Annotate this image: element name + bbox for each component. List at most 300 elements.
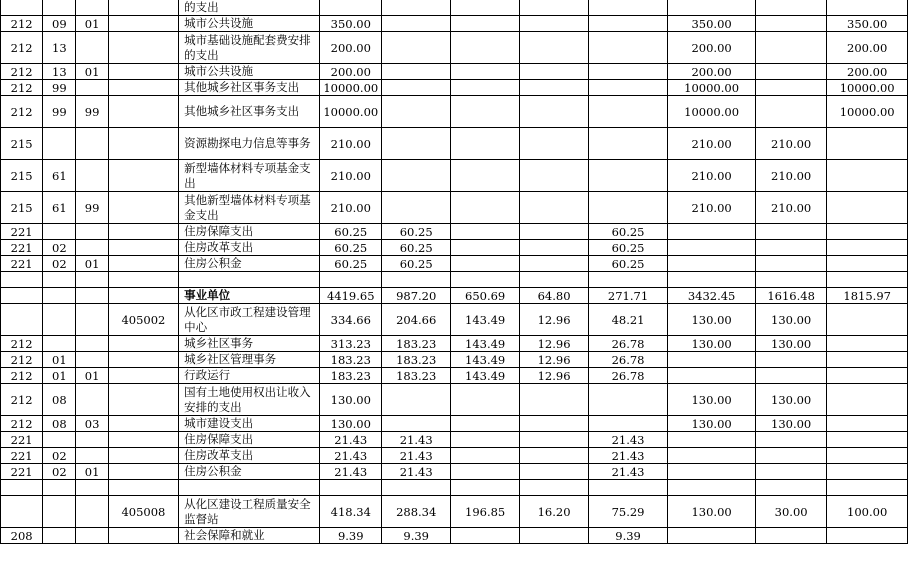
subject-name-cell: 住房保障支出 [179, 224, 320, 240]
total-cell [320, 480, 382, 496]
public-expense-cell [520, 448, 588, 464]
basic-total-cell: 183.23 [382, 336, 450, 352]
other-basic-cell: 26.78 [588, 336, 668, 352]
unit-code-cell [108, 240, 178, 256]
table-row [1, 336, 908, 352]
unit-code-cell [108, 256, 178, 272]
table-row [1, 432, 908, 448]
personnel-cell [450, 0, 519, 16]
total-cell: 60.25 [320, 256, 382, 272]
table-row [1, 304, 908, 336]
total-cell: 350.00 [320, 16, 382, 32]
item-code-cell [76, 0, 108, 16]
project-b-cell [827, 224, 908, 240]
total-cell: 21.43 [320, 448, 382, 464]
section-code-cell [43, 432, 76, 448]
other-basic-cell [588, 480, 668, 496]
project-a-cell [755, 256, 826, 272]
basic-total-cell [382, 384, 450, 416]
project-total-cell: 350.00 [668, 16, 756, 32]
subject-name-cell [179, 480, 320, 496]
basic-total-cell [382, 32, 450, 64]
total-cell: 130.00 [320, 416, 382, 432]
class-code-cell: 212 [1, 416, 43, 432]
subject-name-cell: 住房公积金 [179, 464, 320, 480]
basic-total-cell: 60.25 [382, 224, 450, 240]
project-b-cell: 200.00 [827, 64, 908, 80]
project-b-cell [827, 480, 908, 496]
personnel-cell [450, 480, 519, 496]
subject-name-cell: 其他城乡社区事务支出 [179, 96, 320, 128]
subject-name-cell: 住房改革支出 [179, 240, 320, 256]
table-row [1, 16, 908, 32]
basic-total-cell [382, 272, 450, 288]
section-code-cell: 01 [43, 368, 76, 384]
table-row [1, 528, 908, 544]
item-code-cell [76, 224, 108, 240]
section-code-cell: 99 [43, 80, 76, 96]
class-code-cell: 212 [1, 64, 43, 80]
unit-code-cell [108, 352, 178, 368]
project-total-cell: 130.00 [668, 496, 756, 528]
other-basic-cell [588, 96, 668, 128]
project-a-cell: 30.00 [755, 496, 826, 528]
total-cell: 60.25 [320, 224, 382, 240]
personnel-cell [450, 160, 519, 192]
other-basic-cell: 9.39 [588, 528, 668, 544]
other-basic-cell [588, 416, 668, 432]
subject-name-cell: 的支出 [179, 0, 320, 16]
section-code-cell [43, 480, 76, 496]
class-code-cell [1, 288, 43, 304]
other-basic-cell [588, 272, 668, 288]
class-code-cell: 221 [1, 448, 43, 464]
public-expense-cell [520, 80, 588, 96]
class-code-cell: 212 [1, 16, 43, 32]
subject-name-cell: 从化区建设工程质量安全监督站 [179, 496, 320, 528]
table-row [1, 416, 908, 432]
public-expense-cell: 12.96 [520, 336, 588, 352]
table-row [1, 352, 908, 368]
item-code-cell [76, 496, 108, 528]
table-row [1, 192, 908, 224]
total-cell [320, 272, 382, 288]
section-code-cell: 13 [43, 32, 76, 64]
class-code-cell: 212 [1, 32, 43, 64]
subject-name-cell: 其他城乡社区事务支出 [179, 80, 320, 96]
other-basic-cell [588, 64, 668, 80]
total-cell: 183.23 [320, 368, 382, 384]
project-a-cell [755, 64, 826, 80]
project-total-cell [668, 0, 756, 16]
personnel-cell [450, 224, 519, 240]
public-expense-cell [520, 464, 588, 480]
class-code-cell: 215 [1, 192, 43, 224]
personnel-cell [450, 448, 519, 464]
personnel-cell [450, 272, 519, 288]
section-code-cell: 02 [43, 240, 76, 256]
project-b-cell: 100.00 [827, 496, 908, 528]
item-code-cell [76, 288, 108, 304]
project-total-cell: 200.00 [668, 32, 756, 64]
section-code-cell [43, 496, 76, 528]
project-a-cell [755, 32, 826, 64]
subject-name-cell: 新型墙体材料专项基金支出 [179, 160, 320, 192]
project-total-cell: 210.00 [668, 160, 756, 192]
basic-total-cell: 21.43 [382, 464, 450, 480]
project-b-cell [827, 464, 908, 480]
other-basic-cell [588, 80, 668, 96]
project-b-cell [827, 336, 908, 352]
personnel-cell [450, 528, 519, 544]
other-basic-cell: 60.25 [588, 224, 668, 240]
project-b-cell [827, 0, 908, 16]
item-code-cell: 01 [76, 368, 108, 384]
item-code-cell: 03 [76, 416, 108, 432]
project-total-cell [668, 480, 756, 496]
subject-name-cell: 其他新型墙体材料专项基金支出 [179, 192, 320, 224]
project-a-cell: 130.00 [755, 384, 826, 416]
project-b-cell [827, 528, 908, 544]
unit-code-cell [108, 64, 178, 80]
project-b-cell [827, 240, 908, 256]
public-expense-cell [520, 128, 588, 160]
project-total-cell: 210.00 [668, 192, 756, 224]
basic-total-cell [382, 16, 450, 32]
subject-name-cell: 城乡社区管理事务 [179, 352, 320, 368]
other-basic-cell [588, 192, 668, 224]
subject-name-cell [179, 272, 320, 288]
project-b-cell [827, 352, 908, 368]
basic-total-cell [382, 160, 450, 192]
project-a-cell [755, 16, 826, 32]
project-b-cell: 200.00 [827, 32, 908, 64]
total-cell: 183.23 [320, 352, 382, 368]
other-basic-cell: 21.43 [588, 432, 668, 448]
project-b-cell [827, 448, 908, 464]
project-total-cell [668, 528, 756, 544]
class-code-cell: 221 [1, 464, 43, 480]
item-code-cell [76, 480, 108, 496]
class-code-cell: 221 [1, 224, 43, 240]
item-code-cell [76, 240, 108, 256]
unit-code-cell [108, 368, 178, 384]
subject-name-cell: 行政运行 [179, 368, 320, 384]
table-row [1, 240, 908, 256]
item-code-cell [76, 528, 108, 544]
project-a-cell [755, 80, 826, 96]
personnel-cell [450, 64, 519, 80]
project-total-cell: 130.00 [668, 304, 756, 336]
project-total-cell [668, 272, 756, 288]
other-basic-cell [588, 128, 668, 160]
personnel-cell [450, 464, 519, 480]
personnel-cell [450, 96, 519, 128]
total-cell: 200.00 [320, 64, 382, 80]
project-a-cell: 130.00 [755, 416, 826, 432]
item-code-cell [76, 352, 108, 368]
project-total-cell: 130.00 [668, 336, 756, 352]
section-code-cell: 02 [43, 256, 76, 272]
personnel-cell: 143.49 [450, 352, 519, 368]
other-basic-cell: 26.78 [588, 368, 668, 384]
project-total-cell: 130.00 [668, 416, 756, 432]
project-a-cell [755, 528, 826, 544]
class-code-cell: 212 [1, 368, 43, 384]
project-b-cell: 10000.00 [827, 80, 908, 96]
section-code-cell: 09 [43, 16, 76, 32]
table-row [1, 448, 908, 464]
project-total-cell: 3432.45 [668, 288, 756, 304]
class-code-cell [1, 0, 43, 16]
table-row [1, 464, 908, 480]
table-row [1, 32, 908, 64]
total-cell: 4419.65 [320, 288, 382, 304]
class-code-cell: 208 [1, 528, 43, 544]
section-code-cell: 61 [43, 160, 76, 192]
public-expense-cell [520, 480, 588, 496]
table-row [1, 272, 908, 288]
class-code-cell [1, 480, 43, 496]
personnel-cell: 196.85 [450, 496, 519, 528]
total-cell: 21.43 [320, 432, 382, 448]
total-cell: 418.34 [320, 496, 382, 528]
project-b-cell: 10000.00 [827, 96, 908, 128]
personnel-cell [450, 256, 519, 272]
section-code-cell [43, 272, 76, 288]
project-total-cell [668, 240, 756, 256]
personnel-cell [450, 416, 519, 432]
subject-name-cell: 国有土地使用权出让收入安排的支出 [179, 384, 320, 416]
basic-total-cell: 183.23 [382, 368, 450, 384]
unit-code-cell [108, 528, 178, 544]
class-code-cell: 212 [1, 384, 43, 416]
subject-name-cell: 城市基础设施配套费安排的支出 [179, 32, 320, 64]
subject-name-cell: 住房保障支出 [179, 432, 320, 448]
personnel-cell: 143.49 [450, 336, 519, 352]
item-code-cell [76, 432, 108, 448]
section-code-cell: 08 [43, 384, 76, 416]
basic-total-cell: 183.23 [382, 352, 450, 368]
basic-total-cell [382, 80, 450, 96]
project-a-cell [755, 448, 826, 464]
unit-code-cell [108, 336, 178, 352]
unit-code-cell [108, 16, 178, 32]
project-b-cell [827, 160, 908, 192]
section-code-cell: 99 [43, 96, 76, 128]
class-code-cell [1, 496, 43, 528]
other-basic-cell: 21.43 [588, 448, 668, 464]
basic-total-cell [382, 192, 450, 224]
other-basic-cell [588, 0, 668, 16]
project-total-cell: 130.00 [668, 384, 756, 416]
project-a-cell: 130.00 [755, 304, 826, 336]
item-code-cell: 99 [76, 96, 108, 128]
total-cell: 200.00 [320, 32, 382, 64]
personnel-cell [450, 80, 519, 96]
total-cell: 334.66 [320, 304, 382, 336]
subject-name-cell: 从化区市政工程建设管理中心 [179, 304, 320, 336]
table-row [1, 0, 908, 16]
project-a-cell: 210.00 [755, 160, 826, 192]
basic-total-cell: 21.43 [382, 448, 450, 464]
other-basic-cell: 60.25 [588, 240, 668, 256]
project-a-cell [755, 272, 826, 288]
unit-code-cell [108, 448, 178, 464]
class-code-cell: 221 [1, 240, 43, 256]
project-total-cell: 200.00 [668, 64, 756, 80]
section-code-cell [43, 528, 76, 544]
unit-code-cell [108, 288, 178, 304]
unit-code-cell: 405008 [108, 496, 178, 528]
basic-total-cell: 60.25 [382, 240, 450, 256]
table-body [1, 0, 908, 544]
unit-code-cell [108, 272, 178, 288]
basic-total-cell: 987.20 [382, 288, 450, 304]
public-expense-cell: 16.20 [520, 496, 588, 528]
total-cell: 21.43 [320, 464, 382, 480]
class-code-cell: 212 [1, 80, 43, 96]
other-basic-cell: 26.78 [588, 352, 668, 368]
section-code-cell: 01 [43, 352, 76, 368]
section-code-cell [43, 304, 76, 336]
total-cell: 60.25 [320, 240, 382, 256]
other-basic-cell [588, 160, 668, 192]
unit-code-cell [108, 416, 178, 432]
public-expense-cell: 12.96 [520, 368, 588, 384]
item-code-cell [76, 32, 108, 64]
basic-total-cell: 204.66 [382, 304, 450, 336]
table-row [1, 288, 908, 304]
other-basic-cell [588, 384, 668, 416]
project-a-cell [755, 0, 826, 16]
subject-name-cell: 城市公共设施 [179, 16, 320, 32]
section-code-cell: 08 [43, 416, 76, 432]
public-expense-cell [520, 256, 588, 272]
unit-code-cell [108, 80, 178, 96]
section-code-cell [43, 288, 76, 304]
total-cell: 313.23 [320, 336, 382, 352]
table-row [1, 160, 908, 192]
public-expense-cell [520, 240, 588, 256]
project-a-cell [755, 352, 826, 368]
project-a-cell [755, 432, 826, 448]
other-basic-cell: 271.71 [588, 288, 668, 304]
subject-name-cell: 住房改革支出 [179, 448, 320, 464]
public-expense-cell [520, 160, 588, 192]
item-code-cell [76, 80, 108, 96]
project-b-cell [827, 384, 908, 416]
total-cell: 10000.00 [320, 96, 382, 128]
other-basic-cell: 75.29 [588, 496, 668, 528]
table-row [1, 128, 908, 160]
section-code-cell [43, 336, 76, 352]
personnel-cell [450, 192, 519, 224]
personnel-cell [450, 32, 519, 64]
item-code-cell: 01 [76, 256, 108, 272]
project-total-cell [668, 352, 756, 368]
project-b-cell: 350.00 [827, 16, 908, 32]
public-expense-cell: 12.96 [520, 352, 588, 368]
class-code-cell [1, 272, 43, 288]
public-expense-cell [520, 64, 588, 80]
unit-code-cell [108, 224, 178, 240]
personnel-cell: 650.69 [450, 288, 519, 304]
personnel-cell [450, 128, 519, 160]
public-expense-cell [520, 224, 588, 240]
section-code-cell [43, 128, 76, 160]
item-code-cell [76, 336, 108, 352]
section-code-cell: 61 [43, 192, 76, 224]
total-cell: 210.00 [320, 192, 382, 224]
public-expense-cell: 64.80 [520, 288, 588, 304]
table-row [1, 64, 908, 80]
personnel-cell [450, 384, 519, 416]
public-expense-cell: 12.96 [520, 304, 588, 336]
item-code-cell [76, 304, 108, 336]
project-total-cell [668, 464, 756, 480]
unit-code-cell [108, 480, 178, 496]
unit-code-cell [108, 96, 178, 128]
project-b-cell [827, 192, 908, 224]
table-row [1, 96, 908, 128]
section-code-cell: 02 [43, 448, 76, 464]
item-code-cell: 01 [76, 464, 108, 480]
unit-code-cell [108, 160, 178, 192]
basic-total-cell [382, 128, 450, 160]
basic-total-cell [382, 480, 450, 496]
basic-total-cell [382, 64, 450, 80]
table-row [1, 80, 908, 96]
class-code-cell: 212 [1, 96, 43, 128]
project-a-cell: 130.00 [755, 336, 826, 352]
section-code-cell [43, 0, 76, 16]
other-basic-cell [588, 32, 668, 64]
table-row [1, 480, 908, 496]
item-code-cell [76, 128, 108, 160]
project-b-cell [827, 432, 908, 448]
unit-code-cell [108, 128, 178, 160]
personnel-cell: 143.49 [450, 368, 519, 384]
project-a-cell [755, 480, 826, 496]
public-expense-cell [520, 432, 588, 448]
public-expense-cell [520, 272, 588, 288]
total-cell: 9.39 [320, 528, 382, 544]
project-b-cell [827, 128, 908, 160]
project-a-cell [755, 96, 826, 128]
project-b-cell [827, 304, 908, 336]
table-row [1, 496, 908, 528]
subject-name-cell: 资源勘探电力信息等事务 [179, 128, 320, 160]
section-code-cell: 02 [43, 464, 76, 480]
subject-name-cell: 城市建设支出 [179, 416, 320, 432]
project-a-cell [755, 240, 826, 256]
item-code-cell: 01 [76, 16, 108, 32]
project-total-cell: 210.00 [668, 128, 756, 160]
item-code-cell [76, 272, 108, 288]
class-code-cell: 215 [1, 128, 43, 160]
total-cell: 210.00 [320, 160, 382, 192]
total-cell [320, 0, 382, 16]
project-a-cell [755, 464, 826, 480]
other-basic-cell: 48.21 [588, 304, 668, 336]
class-code-cell: 215 [1, 160, 43, 192]
project-total-cell [668, 432, 756, 448]
table-row [1, 256, 908, 272]
project-b-cell [827, 256, 908, 272]
project-total-cell [668, 368, 756, 384]
project-a-cell: 1616.48 [755, 288, 826, 304]
